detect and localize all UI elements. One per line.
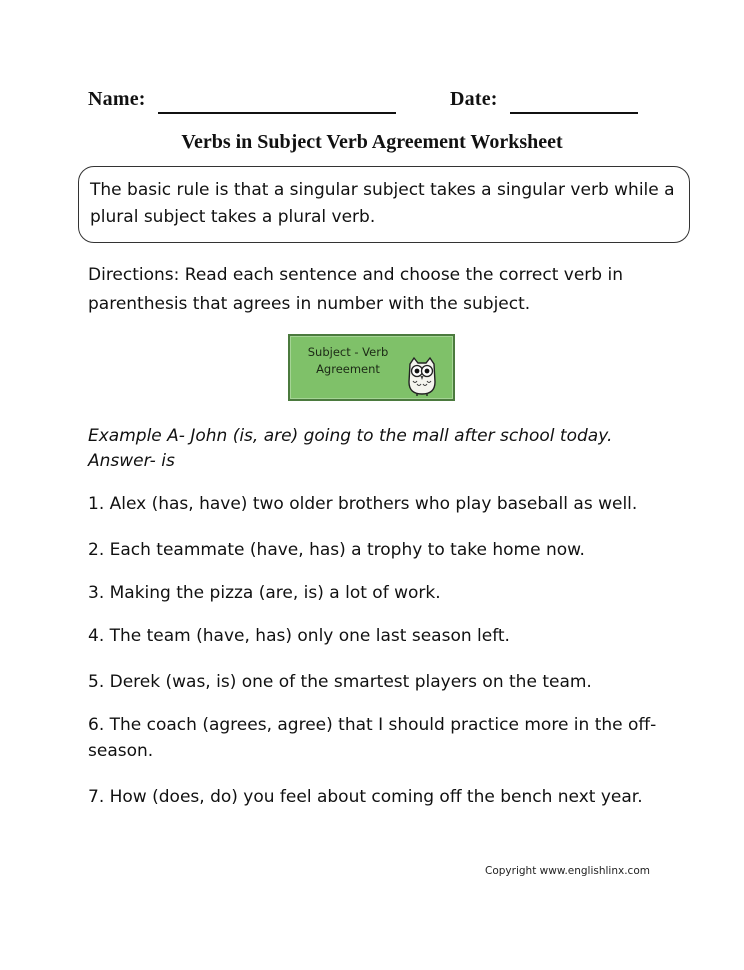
clipart-line-1: Subject - Verb xyxy=(307,345,389,359)
question-2: 2. Each teammate (have, has) a trophy to take home now. xyxy=(88,540,585,560)
question-3: 3. Making the pizza (are, is) a lot of work. xyxy=(88,583,441,603)
question-4: 4. The team (have, has) only one last season left. xyxy=(88,626,510,646)
example-block xyxy=(88,424,708,474)
question-1: 1. Alex (has, have) two older brothers who play baseball as well. xyxy=(88,494,638,514)
example-answer: Answer- is xyxy=(88,451,175,471)
rule-text: The basic rule is that a singular subject takes a singular verb while a plural subject takes a plural verb. xyxy=(90,180,675,227)
date-label: Date: xyxy=(450,88,498,110)
example-sentence: Example A- John (is, are) going to the mall after school today. xyxy=(88,426,613,446)
subject-verb-clipart xyxy=(288,334,455,401)
question-5: 5. Derek (was, is) one of the smartest players on the team. xyxy=(88,672,592,692)
worksheet-title: Verbs in Subject Verb Agreement Worksheet xyxy=(181,131,563,153)
rule-box xyxy=(78,166,690,243)
owl-icon xyxy=(405,356,439,396)
question-6: 6. The coach (agrees, agree) that I should practice more in the off-season. xyxy=(88,715,657,761)
question-7: 7. How (does, do) you feel about coming off the bench next year. xyxy=(88,787,643,807)
name-blank-line xyxy=(158,112,396,114)
directions: Directions: Read each sentence and choose the correct verb in parenthesis that agrees in number with the subject. xyxy=(88,265,623,314)
clipart-line-2: Agreement xyxy=(316,362,380,376)
date-blank-line xyxy=(510,112,638,114)
copyright-notice: Copyright www.englishlinx.com xyxy=(485,865,650,877)
name-label: Name: xyxy=(88,88,146,110)
clipart-caption xyxy=(298,344,398,378)
